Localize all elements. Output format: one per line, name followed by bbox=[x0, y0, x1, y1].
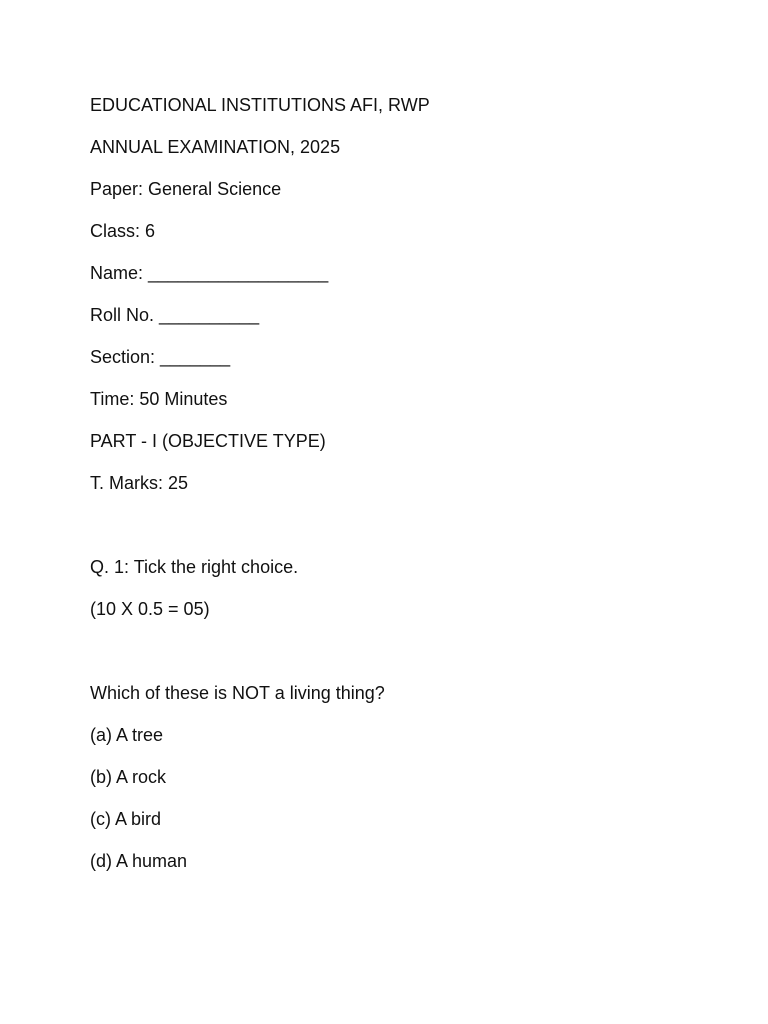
student-name-field: Name: __________________ bbox=[90, 263, 329, 283]
blank-line bbox=[90, 504, 710, 546]
option-d: (d) A human bbox=[90, 851, 188, 871]
question-text: Which of these is NOT a living thing? bbox=[90, 683, 385, 703]
paper-subject: Paper: General Science bbox=[90, 179, 282, 199]
time-allowed: Time: 50 Minutes bbox=[90, 389, 228, 409]
section-field: Section: _______ bbox=[90, 347, 231, 367]
option-a: (a) A tree bbox=[90, 725, 164, 745]
blank-line bbox=[90, 630, 710, 672]
option-c: (c) A bird bbox=[90, 809, 162, 829]
institution-heading: EDUCATIONAL INSTITUTIONS AFI, RWP bbox=[90, 95, 430, 115]
class-level: Class: 6 bbox=[90, 221, 156, 241]
roll-number-field: Roll No. __________ bbox=[90, 305, 260, 325]
total-marks: T. Marks: 25 bbox=[90, 473, 189, 493]
question-instruction: Q. 1: Tick the right choice. bbox=[90, 557, 299, 577]
part-heading: PART - I (OBJECTIVE TYPE) bbox=[90, 431, 326, 451]
exam-title: ANNUAL EXAMINATION, 2025 bbox=[90, 137, 341, 157]
option-b: (b) A rock bbox=[90, 767, 167, 787]
document-body bbox=[90, 84, 710, 882]
question-marks: (10 X 0.5 = 05) bbox=[90, 599, 210, 619]
